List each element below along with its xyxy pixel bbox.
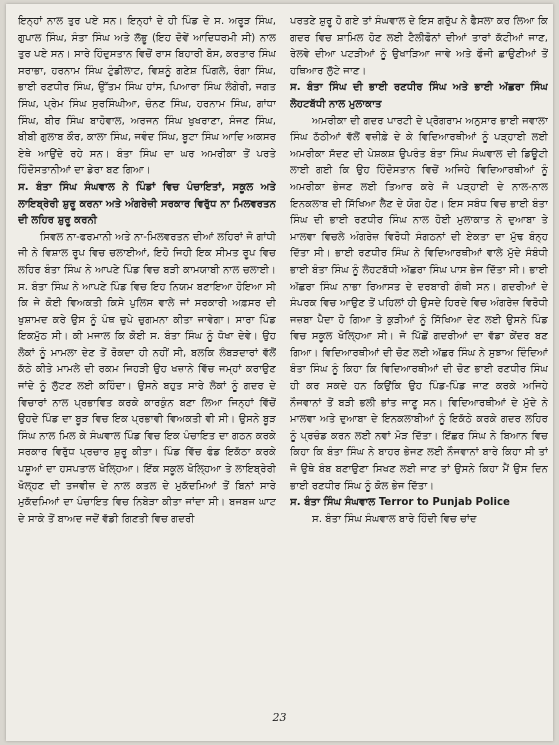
paragraph: ਪਰਤਣੇ ਸ਼ੁਰੂ ਹੋ ਗਏ ਤਾਂ ਸੰਘਵਾਲ ਦੇ ਇਸ ਗਰੁੱਪ ਨੇ ਫੈਸਲਾ ਕਰ ਲਿਆ ਕਿ ਗਦਰ ਵਿਚ ਸ਼ਾਮਿਲ ਹੋਣ ਲਈ ਟੈਲੀਫੋਨਾਂ ਦੀਆਂ ਤਾਰਾਂ ਕੱਟੀਆਂ ਜਾਣ, ਰੇਲਵੇ ਦੀਆ ਪਟੜੀਆਂ ਨੂੰ ਉਖਾੜਿਆ ਜਾਵੇ ਅਤੇ ਫੌਜੀ ਛਾਉਣੀਆਂ ਤੋਂ ਹਥਿਆਰ ਲੁੱਟੇ ਜਾਣ।	[290, 16, 548, 77]
paragraph: ਸਿਵਲ ਨਾ-ਫਰਮਾਨੀ ਅਤੇ ਨਾ-ਮਿਲਵਰਤਨ ਦੀਆਂ ਲਹਿਰਾਂ ਜੋ ਗਾਂਧੀ ਜੀ ਨੇ ਵਿਸ਼ਾਲ ਰੂਪ ਵਿਚ ਚਲਾਈਆਂ, ਇਹੋ ਜਿਹੀ ਇਕ ਸੀਮਤ ਰੂਪ ਵਿਚ ਲਹਿਰ ਬੰਤਾ ਸਿੰਘ ਨੇ ਆਪਣੇ ਪਿੰਡ ਵਿਚ ਬੜੀ ਕਾਮਯਾਬੀ ਨਾਲ ਚਲਾਈ। ਸ. ਬੰਤਾ ਸਿੰਘ ਨੇ ਆਪਣੇ ਪਿੰਡ ਵਿਚ ਇਹ ਨਿਯਮ ਬਣਾਇਆ ਹੋਇਆ ਸੀ ਕਿ ਜੇ ਕੋਈ ਵਿਅਕਤੀ ਕਿਸੇ ਪੁਲਿਸ ਵਾਲੇ ਜਾਂ ਸਰਕਾਰੀ ਅਫ਼ਸਰ ਦੀ ਖੁਸ਼ਾਮਦ ਕਰੇ ਉਸ ਨੂੰ ਪੰਥ ਚੁਪੇ ਚੁਗਮਨਾ ਕੀਤਾ ਜਾਵੇਗਾ। ਸਾਰਾ ਪਿੰਡ ਇਕਮੁੱਠ ਸੀ। ਕੀ ਮਜਾਲ ਕਿ ਕੋਈ ਸ. ਬੰਤਾ ਸਿੰਘ ਨੂੰ ਧੋਖਾ ਦੇਵੇ। ਉਹ ਲੋਕਾਂ ਨੂੰ ਮਾਮਲਾ ਦੇਣ ਤੋਂ ਰੋਕਦਾ ਹੀ ਨਹੀਂ ਸੀ, ਬਲਕਿ ਲੰਬੜਦਾਰਾਂ ਵੱਲੋਂ ਕੱਠੇ ਕੀਤੇ ਮਾਮਲੇ ਦੀ ਰਕਮ ਜਿਹੜੀ ਉਹ ਖਜ਼ਾਨੇ ਵਿੱਚ ਜਮ੍ਹਾਂ ਕਰਾਉਣ ਜਾਂਦੇ ਨੂੰ ਲੁੱਟਣ ਲਈ ਕਹਿੰਦਾ। ਉਸਨੇ ਬਹੁਤ ਸਾਰੇ ਲੋਕਾਂ ਨੂੰ ਗਦਰ ਦੇ ਵਿਚਾਰਾਂ ਨਾਲ ਪ੍ਰਭਾਵਿਤ ਕਰਕੇ ਕਾਰਕੁੰਨ ਬਣਾ ਲਿਆ ਜਿਨ੍ਹਾਂ ਵਿੱਚੋਂ ਉਹਦੇ ਪਿੰਡ ਦਾ ਬੂੜ ਵਿਚ ਇਕ ਪ੍ਰਭਾਵੀ ਵਿਅਕਤੀ ਵੀ ਸੀ। ਉਸਨੇ ਬੂੜ ਸਿੰਘ ਨਾਲ ਮਿਲ ਕੇ ਸੰਘਵਾਲ ਪਿੰਡ ਵਿਚ ਇਕ ਪੰਚਾਇਤ ਦਾ ਗਠਨ ਕਰਕੇ ਸਰਕਾਰ ਵਿਰੁੱਧ ਪ੍ਰਚਾਰ ਸ਼ੁਰੂ ਕੀਤਾ। ਪਿੰਡ ਵਿੱਚ ਫੰਡ ਇਕੱਠਾ ਕਰਕੇ ਪਸ਼ੂਆਂ ਦਾ ਹਸਪਤਾਲ ਖੋਲ੍ਹਿਆ। ਇੱਕ ਸਕੂਲ ਖੋਲ੍ਹਿਆ ਤੇ ਲਾਇਬ੍ਰੇਰੀ ਖੋਲ੍ਹਣ ਦੀ ਤਜਵੀਜ਼ ਦੇ ਨਾਲ ਕਤਲ ਦੇ ਮੁਕੱਦਮਿਆਂ ਤੋਂ ਬਿਨਾਂ ਸਾਰੇ ਮੁਕੱਦਮਿਆਂ ਦਾ ਪੰਚਾਇਤ ਵਿਚ ਨਿਬੇੜਾ ਕੀਤਾ ਜਾਂਦਾ ਸੀ। ਬਜਬਜ ਘਾਟ ਦੇ ਸਾਕੇ ਤੋਂ ਬਾਅਦ ਜਦੋਂ ਵੱਡੀ ਗਿਣਤੀ ਵਿਚ ਗਦਰੀ	[18, 231, 276, 525]
paragraph: ਸ. ਬੰਤਾ ਸਿੰਘ ਸੰਘਵਾਲ ਬਾਰੇ ਹਿੰਦੀ ਵਿਚ ਚਾਂਦ	[312, 513, 477, 525]
section-heading: ਸ. ਬੰਤਾ ਸਿੰਘ ਸੰਘਵਾਲ ਨੇ ਪਿੰਡਾਂ ਵਿਚ ਪੰਚਾਇਤਾਂ, ਸਕੂਲ ਅਤੇ ਲਾਇਬ੍ਰੇਰੀ ਸ਼ੁਰੂ ਕਰਨਾ ਅਤੇ ਅੰਗਰੇਜ਼ੀ ਸਰਕਾਰ ਵਿਰੁੱਧ ਨਾ ਮਿਲਵਰਤਨ ਦੀ ਲਹਿਰ ਸ਼ੁਰੂ ਕਰਨੀ	[18, 181, 276, 227]
book-page	[6, 4, 553, 741]
section-heading: ਸ. ਬੰਤਾ ਸਿੰਘ ਸੰਘਵਾਲ Terror to Punjab Police	[290, 497, 510, 509]
page-number: 23	[272, 711, 287, 724]
paragraph: ਇਨ੍ਹਾਂ ਨਾਲ ਤੁਰ ਪਏ ਸਨ। ਇਨ੍ਹਾਂ ਦੇ ਹੀ ਪਿੰਡ ਦੇ ਸ. ਅਰੂੜ ਸਿੰਘ, ਗੁਪਾਲ ਸਿੰਘ, ਸੰਤਾ ਸਿੰਘ ਅਤੇ ਲੱਭੂ (ਇਹ ਦੋਵੇਂ ਆਦਿਧਰਮੀ ਸੀ) ਨਾਲ ਤੁਰ ਪਏ ਸਨ। ਸਾਰੇ ਹਿੰਦੁਸਤਾਨ ਵਿਚੋਂ ਰਾਸ ਬਿਹਾਰੀ ਬੋਸ, ਕਰਤਾਰ ਸਿੰਘ ਸਰਾਭਾ, ਹਰਨਾਮ ਸਿੰਘ ਟੁੰਡੀਲਾਟ, ਵਿਸ਼ਨੂੰ ਗਣੇਸ਼ ਪਿੰਗਲੇ, ਰੰਗਾ ਸਿੰਘ, ਭਾਈ ਰਣਧੀਰ ਸਿੰਘ, ਉੱਤਮ ਸਿੰਘ ਹਾਂਸ, ਪਿਆਰਾ ਸਿੰਘ ਲੰਗੇਰੀ, ਜਗਤ ਸਿੰਘ, ਪ੍ਰੇਮ ਸਿੰਘ ਸੁਰਸਿੰਘੀਆ, ਚੰਨਣ ਸਿੰਘ, ਹਰਨਾਮ ਸਿੰਘ, ਗਾਂਧਾ ਸਿੰਘ, ਬੀਰ ਸਿੰਘ ਬਾਹੋਵਾਲ, ਅਰਜਨ ਸਿੰਘ ਖੁਖਰਾਣਾ, ਸੰਜਣ ਸਿੰਘ, ਬੀਬੀ ਗੁਲਾਬ ਕੌਰ, ਕਾਲਾ ਸਿੰਘ, ਜਵੰਦ ਸਿੰਘ, ਬੂਟਾ ਸਿੰਘ ਆਦਿ ਅਕਸਰ ਏਥੇ ਆਉਂਦੇ ਰਹੇ ਸਨ। ਬੰਤਾ ਸਿੰਘ ਦਾ ਘਰ ਅਮਰੀਕਾ ਤੋਂ ਪਰਤੇ ਹਿੰਦੋਸਤਾਨੀਆਂ ਦਾ ਡੇਰਾ ਬਣ ਗਿਆ।	[18, 16, 276, 177]
paragraph: ਅਮਰੀਕਾ ਦੀ ਗਦਰ ਪਾਰਟੀ ਦੇ ਪ੍ਰੋਗਰਾਮ ਅਨੁਸਾਰ ਭਾਈ ਜਵਾਲਾ ਸਿੰਘ ਠੱਠੀਆਂ ਵੱਲੋਂ ਵਜ਼ੀਫ਼ੇ ਦੇ ਕੇ ਵਿਦਿਆਰਥੀਆਂ ਨੂੰ ਪੜ੍ਹਾਈ ਲਈ ਅਮਰੀਕਾ ਸੱਦਣ ਦੀ ਪੇਸ਼ਕਸ਼ ਉਪਰੰਤ ਬੰਤਾ ਸਿੰਘ ਸੰਘਵਾਲ ਦੀ ਡਿਊਟੀ ਲਾਈ ਗਈ ਕਿ ਉਹ ਹਿੰਦੋਸਤਾਨ ਵਿਚੋਂ ਅਜਿਹੇ ਵਿਦਿਆਰਥੀਆਂ ਨੂੰ ਅਮਰੀਕਾ ਭੇਜਣ ਲਈ ਤਿਆਰ ਕਰੇ ਜੋ ਪੜ੍ਹਾਈ ਦੇ ਨਾਲ-ਨਾਲ ਇਨਕਲਾਬ ਦੀ ਸਿੱਖਿਆ ਲੈਣ ਦੇ ਯੋਗ ਹੋਣ। ਇਸ ਸਬੰਧ ਵਿਚ ਭਾਈ ਬੰਤਾ ਸਿੰਘ ਦੀ ਭਾਈ ਰਣਧੀਰ ਸਿੰਘ ਨਾਲ ਹੋਈ ਮੁਲਾਕਾਤ ਨੇ ਦੁਆਬਾ ਤੇ ਮਾਲਵਾ ਵਿਚਲੇ ਅੰਗਰੇਜ਼ ਵਿਰੋਧੀ ਸੰਗਠਨਾਂ ਦੀ ਏਕਤਾ ਦਾ ਮੁੱਢ ਬੰਨ੍ਹ ਦਿੱਤਾ ਸੀ। ਭਾਈ ਰਣਧੀਰ ਸਿੰਘ ਨੇ ਵਿਦਿਆਰਥੀਆਂ ਵਾਲੇ ਮੁੱਦੇ ਸੰਬੰਧੀ ਭਾਈ ਬੰਤਾ ਸਿੰਘ ਨੂੰ ਲੋਹਟਬੱਧੀ ਅੱਛਰਾ ਸਿੰਘ ਪਾਸ ਭੇਜ ਦਿੱਤਾ ਸੀ। ਭਾਈ ਅੱਛਰਾ ਸਿੰਘ ਨਾਭਾ ਰਿਆਸਤ ਦੇ ਦਰਬਾਰੀ ਗੰਥੀ ਸਨ। ਗਦਰੀਆਂ ਦੇ ਸੰਪਰਕ ਵਿਚ ਆਉਣ ਤੋਂ ਪਹਿਲਾਂ ਹੀ ਉਸਦੇ ਹਿਰਦੇ ਵਿਚ ਅੰਗਰੇਜ਼ ਵਿਰੋਧੀ ਜਜ਼ਬਾ ਪੈਦਾ ਹੋ ਗਿਆ ਤੇ ਕੁੜੀਆਂ ਨੂੰ ਸਿੱਖਿਆ ਦੇਣ ਲਈ ਉਸਨੇ ਪਿੰਡ ਵਿਚ ਸਕੂਲ ਖੋਲ੍ਹਿਆ ਸੀ। ਜੋ ਪਿੱਛੋਂ ਗਦਰੀਆਂ ਦਾ ਵੱਡਾ ਕੇਂਦਰ ਬਣ ਗਿਆ। ਵਿਦਿਆਰਥੀਆਂ ਦੀ ਚੋਣ ਲਈ ਅੱਛਰ ਸਿੰਘ ਨੇ ਸੁਝਾਅ ਦਿੰਦਿਆਂ ਬੰਤਾ ਸਿੰਘ ਨੂੰ ਕਿਹਾ ਕਿ ਵਿਦਿਆਰਥੀਆਂ ਦੀ ਚੋਣ ਭਾਈ ਰਣਧੀਰ ਸਿੰਘ ਹੀ ਕਰ ਸਕਦੇ ਹਨ ਕਿਉਂਕਿ ਉਹ ਪਿੰਡ-ਪਿੰਡ ਜਾਣ ਕਰਕੇ ਅਜਿਹੇ ਨੌਜਵਾਨਾਂ ਤੋਂ ਬੜੀ ਭਲੀ ਭਾਂਤ ਜਾਣੂ ਸਨ। ਵਿਦਿਆਰਥੀਆਂ ਦੇ ਮੁੱਦੇ ਨੇ ਮਾਲਵਾ ਅਤੇ ਦੁਆਬਾ ਦੇ ਇਨਕਲਾਬੀਆਂ ਨੂੰ ਇਕੱਠੇ ਕਰਕੇ ਗਦਰ ਲਹਿਰ ਨੂੰ ਪ੍ਰਚੰਡ ਕਰਨ ਲਈ ਨਵਾਂ ਮੋੜ ਦਿੱਤਾ। ਇੱਛਰ ਸਿੰਘ ਨੇ ਬਿਆਨ ਵਿਚ ਕਿਹਾ ਕਿ ਬੰਤਾ ਸਿੰਘ ਨੇ ਬਾਹਰ ਭੇਜਣ ਲਈ ਨੌਜਵਾਨਾਂ ਬਾਰੇ ਕਿਹਾ ਸੀ ਤਾਂ ਜੋ ਉਥੇ ਬੰਬ ਬਣਾਉਣਾ ਸਿਖਣ ਲਈ ਜਾਣ ਤਾਂ ਉਸਨੇ ਕਿਹਾ ਮੈਂ ਉਸ ਦਿਨ ਭਾਈ ਰਣਧੀਰ ਸਿੰਘ ਨੂੰ ਕੋਲ ਭੇਜ ਦਿੱਤਾ।	[290, 115, 548, 492]
section-heading: ਸ. ਬੰਤਾ ਸਿੰਘ ਦੀ ਭਾਈ ਰਣਧੀਰ ਸਿੰਘ ਅਤੇ ਭਾਈ ਅੱਛਰਾ ਸਿੰਘ ਲੋਹਟਬੱਧੀ ਨਾਲ ਮੁਲਾਕਾਤ	[290, 82, 548, 110]
left-column	[18, 14, 276, 704]
right-column	[290, 14, 548, 704]
